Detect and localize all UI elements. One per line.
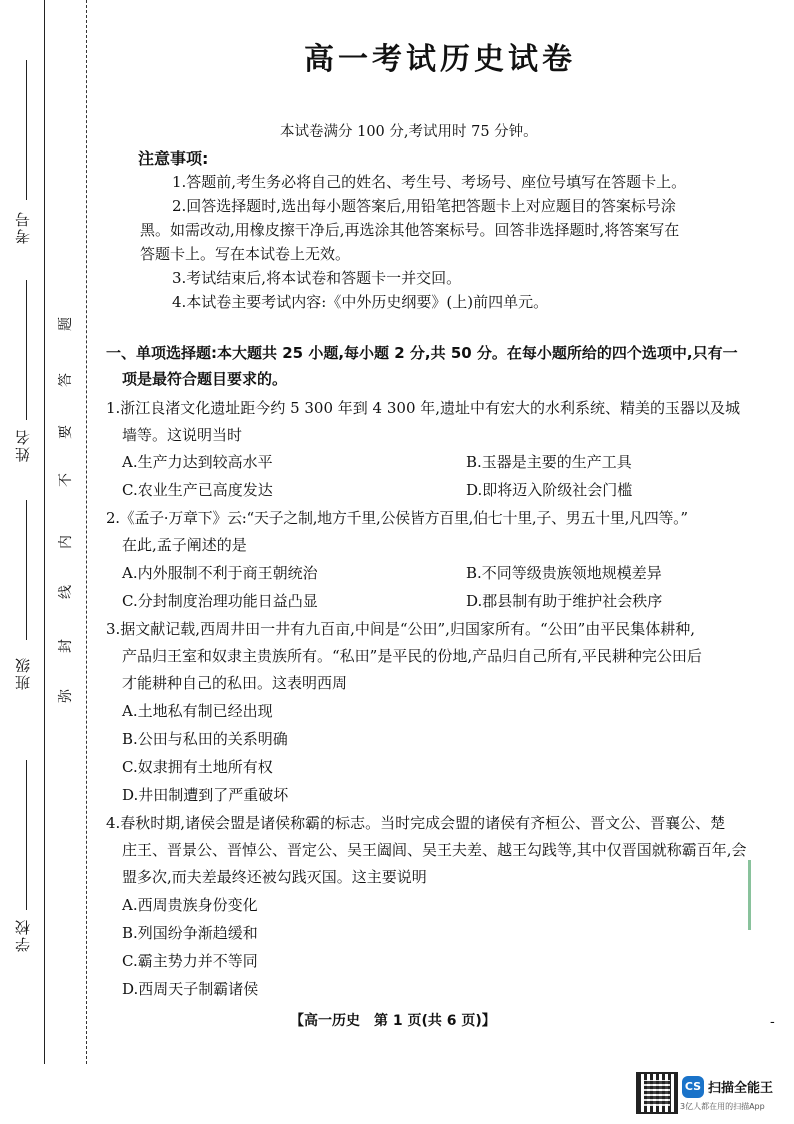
scanner-app-name: 扫描全能王 — [708, 1081, 774, 1096]
option-d[interactable]: D.即将迈入阶级社会门槛 — [466, 481, 633, 499]
option-b[interactable]: B.公田与私田的关系明确 — [122, 730, 288, 748]
notice-item: 黑。如需改动,用橡皮擦干净后,再选涂其他答案标号。回答非选择题时,将答案写在 — [140, 221, 680, 239]
notice-item: 2.回答选择题时,选出每小题答案后,用铅笔把答题卡上对应题目的答案标号涂 — [172, 197, 676, 215]
option-a[interactable]: A.土地私有制已经出现 — [122, 702, 273, 720]
option-c[interactable]: C.霸主势力并不等同 — [122, 952, 258, 970]
class-label: 班级 — [14, 656, 32, 690]
question-stem: 2.《孟子·万章下》云:“天子之制,地方千里,公侯皆方百里,伯七十里,子、男五十里,凡四等。” — [106, 509, 688, 527]
question-stem: 3.据文献记载,西周井田一井有九百亩,中间是“公田”,归国家所有。“公田”由平民集体耕种, — [106, 620, 696, 638]
exam-no-label: 考号 — [14, 210, 32, 244]
seal-char: 内 — [58, 535, 74, 549]
name-label: 姓名 — [14, 428, 32, 462]
qr-code-icon — [636, 1072, 678, 1114]
scan-artifact — [748, 860, 751, 930]
notice-item: 1.答题前,考生务必将自己的姓名、考生号、考场号、座位号填写在答题卡上。 — [172, 173, 687, 191]
section-heading: 一、单项选择题:本大题共 25 小题,每小题 2 分,共 50 分。在每小题所给的四个选项中,只有一 — [106, 344, 738, 362]
page-title: 高一考试历史试卷 — [304, 42, 576, 77]
seal-char: 弥 — [58, 689, 74, 703]
exam-meta: 本试卷满分 100 分,考试用时 75 分钟。 — [280, 124, 538, 140]
seal-char: 要 — [58, 425, 74, 439]
footer-mark: - — [770, 1014, 775, 1030]
school-label: 学校 — [14, 918, 32, 952]
notice-item: 答题卡上。写在本试卷上无效。 — [140, 245, 351, 263]
camscanner-logo-icon: CS — [682, 1076, 704, 1098]
question-stem: 墙等。这说明当时 — [122, 426, 243, 444]
option-d[interactable]: D.井田制遭到了严重破坏 — [122, 786, 289, 804]
question-stem: 才能耕种自己的私田。这表明西周 — [122, 674, 348, 692]
question-stem: 在此,孟子阐述的是 — [122, 536, 247, 554]
option-a[interactable]: A.生产力达到较高水平 — [122, 453, 273, 471]
class-underline — [26, 500, 27, 640]
option-b[interactable]: B.列国纷争渐趋缓和 — [122, 924, 258, 942]
school-underline — [26, 760, 27, 910]
seal-char: 不 — [58, 473, 74, 487]
notice-heading: 注意事项: — [138, 149, 209, 168]
option-b[interactable]: B.不同等级贵族领地规模差异 — [466, 564, 662, 582]
name-underline — [26, 280, 27, 420]
exam-no-underline — [26, 60, 27, 200]
binding-line-dashed — [86, 0, 87, 1064]
binding-line-outer — [44, 0, 45, 1064]
option-c[interactable]: C.奴隶拥有土地所有权 — [122, 758, 273, 776]
page-footer: 【高一历史 第 1 页(共 6 页)】 — [290, 1013, 496, 1029]
question-stem: 盟多次,而夫差最终还被勾践灭国。这主要说明 — [122, 868, 427, 886]
notice-item: 4.本试卷主要考试内容:《中外历史纲要》(上)前四单元。 — [172, 293, 549, 311]
seal-char: 封 — [58, 639, 74, 653]
question-stem: 产品归王室和奴隶主贵族所有。“私田”是平民的份地,产品归自己所有,平民耕种完公田后 — [122, 647, 702, 665]
option-d[interactable]: D.西周天子制霸诸侯 — [122, 980, 259, 998]
option-a[interactable]: A.西周贵族身份变化 — [122, 896, 258, 914]
scanner-tagline: 3亿人都在用的扫描App — [680, 1102, 765, 1111]
question-stem: 庄王、晋景公、晋悼公、晋定公、吴王阖闾、吴王夫差、越王勾践等,其中仅晋国就称霸百年,会 — [122, 841, 747, 859]
seal-char: 答 — [58, 373, 74, 387]
question-stem: 4.春秋时期,诸侯会盟是诸侯称霸的标志。当时完成会盟的诸侯有齐桓公、晋文公、晋襄公、楚 — [106, 814, 726, 832]
seal-char: 线 — [58, 585, 74, 599]
option-c[interactable]: C.分封制度治理功能日益凸显 — [122, 592, 318, 610]
question-stem: 1.浙江良渚文化遗址距今约 5 300 年到 4 300 年,遗址中有宏大的水利系统、精美的玉器以及城 — [106, 399, 741, 417]
option-a[interactable]: A.内外服制不利于商王朝统治 — [122, 564, 318, 582]
option-d[interactable]: D.郡县制有助于维护社会秩序 — [466, 592, 663, 610]
option-c[interactable]: C.农业生产已高度发达 — [122, 481, 273, 499]
seal-warning — [52, 300, 78, 740]
notice-item: 3.考试结束后,将本试卷和答题卡一并交回。 — [172, 269, 462, 287]
seal-char: 题 — [58, 317, 74, 331]
option-b[interactable]: B.玉器是主要的生产工具 — [466, 453, 632, 471]
section-heading: 项是最符合题目要求的。 — [122, 370, 288, 388]
